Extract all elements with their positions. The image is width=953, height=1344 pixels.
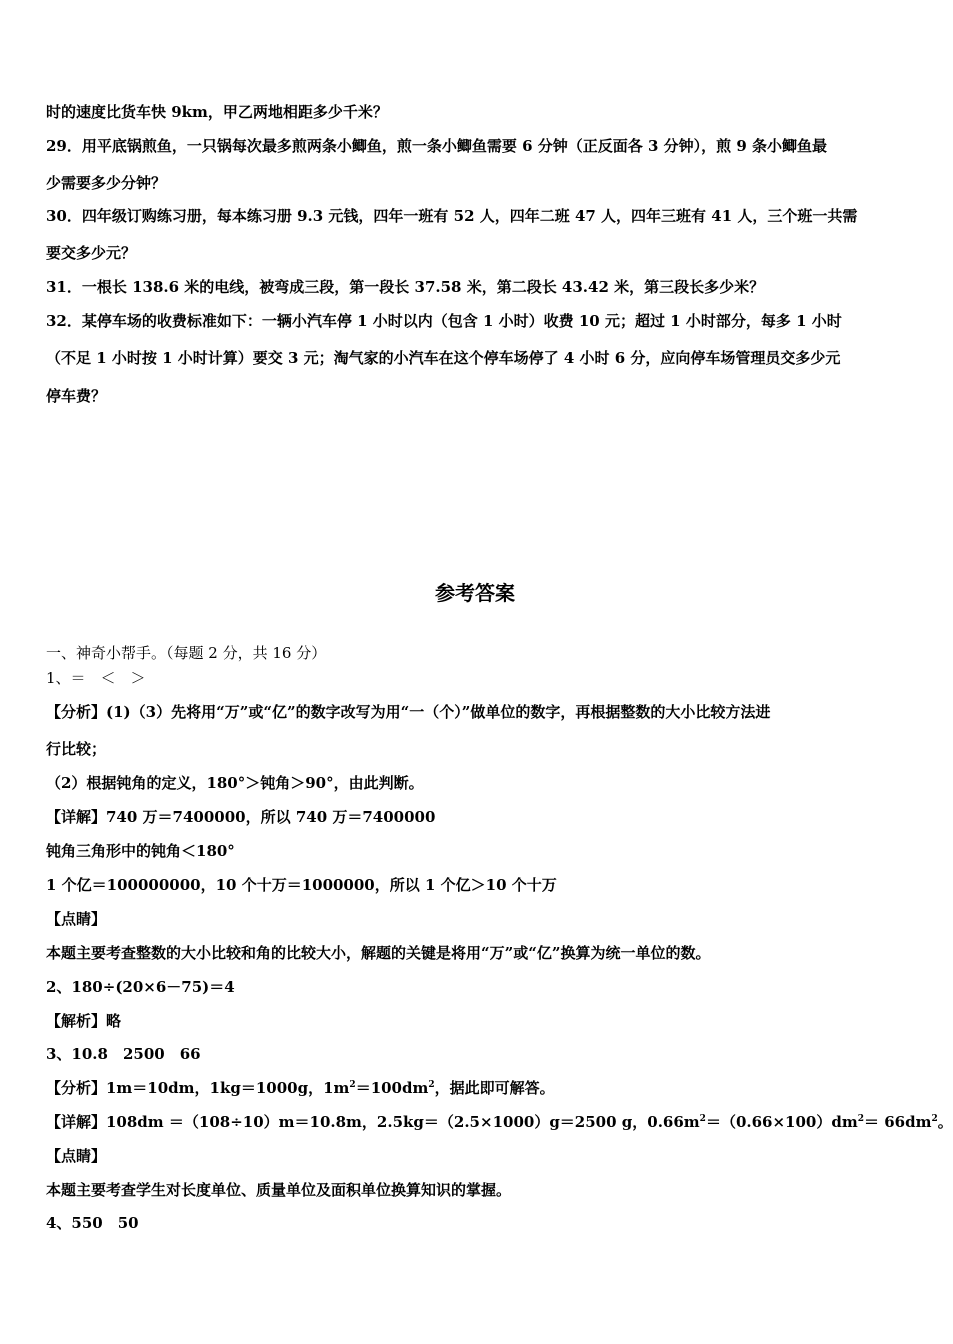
answer-4: 4、550 50 [46, 1214, 139, 1232]
superscript-2: 2 [428, 1080, 435, 1090]
answer-3-point-label: 【点睛】 [46, 1147, 107, 1165]
answer-3-detail-part-a: 【详解】108dm ＝（108÷10）m＝10.8m，2.5kg＝（2.5×1000）g＝2500 g，0.66m [46, 1113, 700, 1131]
answer-2-analysis: 【解析】略 [46, 1012, 122, 1030]
answer-1-analysis-line-3: （2）根据钝角的定义，180°＞钝角＞90°，由此判断。 [46, 774, 424, 792]
section-1-heading: 一、神奇小帮手。（每题 2 分，共 16 分） [46, 644, 327, 662]
answer-3-analysis [46, 1078, 916, 1098]
superscript-2: 2 [931, 1114, 938, 1124]
question-28-continued: 时的速度比货车快 9km，甲乙两地相距多少千米？ [46, 103, 388, 121]
superscript-2: 2 [857, 1114, 864, 1124]
answer-1-analysis-line-2: 行比较； [46, 740, 107, 758]
question-30-line-1: 30．四年级订购练习册，每本练习册 9.3 元钱，四年一班有 52 人，四年二班 47 人，四年三班有 41 人，三个班一共需 [46, 207, 858, 225]
answer-2: 2、180÷(20×6－75)＝4 [46, 978, 235, 996]
question-29-line-1: 29．用平底锅煎鱼，一只锅每次最多煎两条小鲫鱼，煎一条小鲫鱼需要 6 分钟（正反面各 3 分钟），煎 9 条小鲫鱼最 [46, 137, 828, 155]
answer-1-point-label: 【点睛】 [46, 910, 107, 928]
question-32-line-3: 停车费？ [46, 387, 107, 405]
answer-1-point-text: 本题主要考查整数的大小比较和角的比较大小，解题的关键是将用“万”或“亿”换算为统一单位的数。 [46, 944, 711, 962]
question-30-line-2: 要交多少元？ [46, 244, 137, 262]
answer-3-detail [46, 1112, 953, 1132]
answer-3-detail-part-c: ＝ 66dm [863, 1113, 932, 1131]
answer-title: 参考答案 [435, 581, 515, 605]
superscript-2: 2 [699, 1114, 706, 1124]
answer-1-analysis-line-1: 【分析】(1)（3）先将用“万”或“亿”的数字改写为用“一（个）”做单位的数字，再根据整数的大小比较方法进 [46, 703, 771, 721]
answer-3-point-text: 本题主要考查学生对长度单位、质量单位及面积单位换算知识的掌握。 [46, 1181, 512, 1199]
answer-1-detail-line-3: 1 个亿＝100000000，10 个十万＝1000000，所以 1 个亿＞10 个十万 [46, 876, 557, 894]
answer-3-analysis-part-a: 【分析】1m＝10dm，1kg＝1000g，1m [46, 1079, 350, 1097]
answer-3-detail-part-b: ＝（0.66×100）dm [705, 1113, 858, 1131]
answer-1: 1、＝ ＜ ＞ [46, 669, 146, 687]
answer-3-analysis-part-b: ＝100dm [355, 1079, 429, 1097]
question-32-line-1: 32．某停车场的收费标准如下：一辆小汽车停 1 小时以内（包含 1 小时）收费 10 元；超过 1 小时部分，每多 1 小时 [46, 312, 842, 330]
answer-3-detail-part-d: 。 [937, 1113, 953, 1131]
question-32-line-2: （不足 1 小时按 1 小时计算）要交 3 元；淘气家的小汽车在这个停车场停了 4 小时 6 分，应向停车场管理员交多少元 [46, 349, 841, 367]
answer-1-detail-line-1: 【详解】740 万＝7400000，所以 740 万＝7400000 [46, 808, 436, 826]
question-31: 31．一根长 138.6 米的电线，被弯成三段，第一段长 37.58 米，第二段长 43.42 米，第三段长多少米？ [46, 278, 765, 296]
answer-3-analysis-part-c: ，据此即可解答。 [434, 1079, 555, 1097]
question-29-line-2: 少需要多少分钟？ [46, 174, 167, 192]
answer-1-detail-line-2: 钝角三角形中的钝角＜180° [46, 842, 235, 860]
superscript-2: 2 [349, 1080, 356, 1090]
answer-3: 3、10.8 2500 66 [46, 1045, 201, 1063]
